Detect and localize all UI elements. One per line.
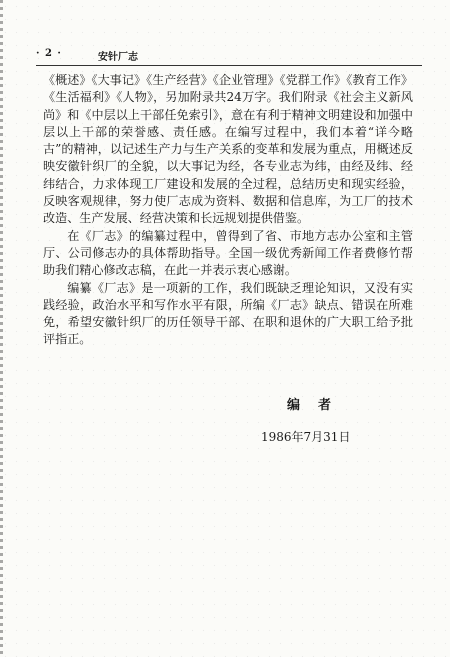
running-title: 安针厂志 bbox=[98, 52, 138, 63]
paragraph-1: 《概述》《大事记》《生产经营》《企业管理》《党群工作》《教育工作》《生活福利》《人物》，另加附录共24万字。我们附录《社会主义新风尚》和《中层以上干部任免索引》，意在有利于精神文明建设和加强中层以上干部的荣誉感、责任感。在编写过程中，我们本着“详今略古”的精神，以记述生产力与生产关系的变革和发展为重点，用概述反映安徽针织厂的全貌，以大事记为经，各专业志为纬，由经及纬、经纬结合，力求体现工厂建设和发展的全过程，总结历史和现实经验，反映客观规律，努力使厂志成为资料、数据和信息库，为工厂的技术改造、生产发展、经营决策和长远规划提供借鉴。 bbox=[43, 73, 413, 226]
page-number: · 2 · bbox=[36, 48, 62, 59]
binding-edge bbox=[0, 0, 3, 657]
page-header bbox=[36, 48, 416, 66]
author-signature: 编者 bbox=[287, 398, 350, 413]
paragraph-2: 在《厂志》的编纂过程中，曾得到了省、市地方志办公室和主管厅、公司修志办的具体帮助指导。全国一级优秀新闻工作者费修竹帮助我们精心修改志稿，在此一并表示衷心感谢。 bbox=[43, 228, 413, 278]
signature-date: 1986年7月31日 bbox=[261, 430, 351, 444]
header-rule bbox=[36, 65, 422, 66]
body-text bbox=[43, 72, 413, 349]
paragraph-3: 编纂《厂志》是一项新的工作，我们既缺乏理论知识，又没有实践经验，政治水平和写作水平有限，所编《厂志》缺点、错误在所难免，希望安徽针织厂的历任领导干部、在职和退休的广大职工给予批评指正。 bbox=[43, 280, 413, 347]
